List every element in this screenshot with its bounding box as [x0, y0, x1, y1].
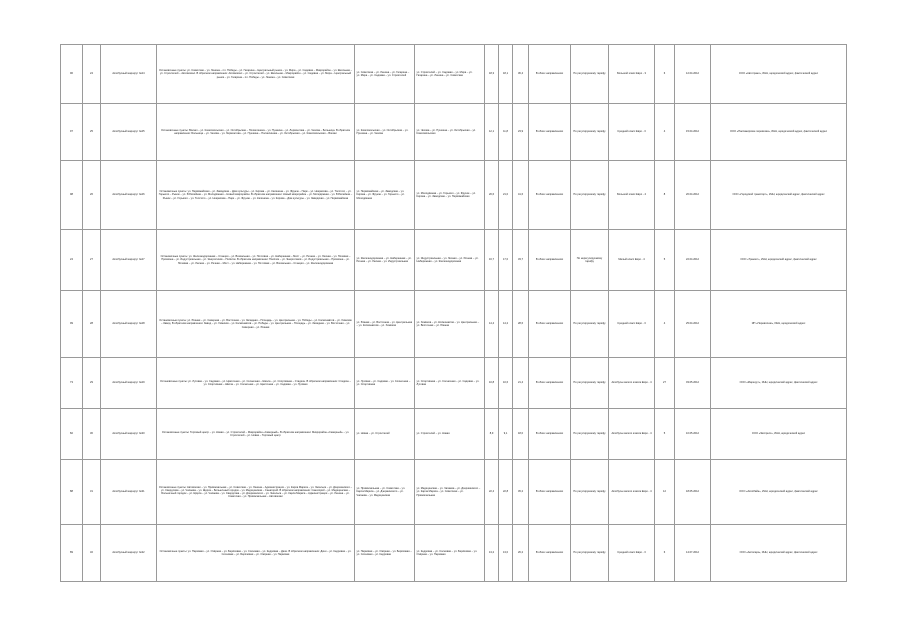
route-number-cell: 82 [61, 409, 83, 460]
registry-sheet [60, 44, 846, 582]
stops-cell: Остановочные пункты: Автовокзал – ул. Привокзальная – ул. Советская – ул. Ленина – Администрация – ул. Карла Маркса – ул. Энгельса – ул. Дзержинского – ул. Свердлова – ул. Чапаева – ул. Щорса – Больничный городок – ул. Медицинская – Санаторий. В обратном направлении: Санаторий – ул. Медицинская – Больничный городок – ул. Щорса – ул. Чапаева – ул. Свердлова – ул. Дзержинского – ул. Энгельса – ул. Карла Маркса – Администрация – ул. Ленина – ул. Советская – ул. Привокзальная – Автовокзал [157, 460, 355, 525]
vehicle-count-cell: 5 [655, 230, 675, 291]
start-date-cell: 22.04.2012 [675, 230, 711, 291]
carrier-cell: ООО «Экспресс», ИНН, юридический адрес [711, 409, 847, 460]
tariff-cell: По регулируемому тарифу [571, 161, 609, 230]
length-back-cell: 11,8 [499, 104, 513, 161]
carrier-cell: ООО «Автотранс», ИНН, юридический адрес, фактический адрес [711, 45, 847, 104]
vehicle-count-cell: 5 [655, 409, 675, 460]
length-back-cell: 14,2 [499, 291, 513, 358]
streets-forward-cell: ул. Первомайская – ул. Заводская – ул. Кирова – ул. Фрунзе – ул. Горького – ул. Молодёжная [355, 161, 415, 230]
route-code-cell: 28 [83, 291, 101, 358]
route-number-cell: 73 [61, 358, 83, 409]
carrier-cell: ООО «Транзит», ИНН, юридический адрес, фактический адрес [711, 230, 847, 291]
route-name-cell: Автобусный маршрут №27 [101, 230, 157, 291]
length-back-cell: 22,8 [499, 460, 513, 525]
start-date-cell: 12.04.2012 [675, 45, 711, 104]
length-total-cell: 45,2 [513, 460, 529, 525]
streets-forward-cell: ул. Южная – ул. Восточная – ул. Центральная – ул. Космонавтов – ул. Химиков [355, 291, 415, 358]
start-date-cell: 15.04.2012 [675, 104, 711, 161]
length-total-cell: 28,6 [513, 291, 529, 358]
length-forward-cell: 20,6 [485, 161, 499, 230]
vehicle-count-cell: 27 [655, 358, 675, 409]
streets-back-cell: ул. Медицинская – ул. Чапаева – ул. Дзержинского – ул. Карла Маркса – ул. Советская – ул. Привокзальная [415, 460, 485, 525]
carrier-cell: ООО «Автопарк», ИНН, юридический адрес, фактический адрес [711, 525, 847, 582]
stops-cell: Остановочные пункты: ул. Южная – ул. Северная – ул. Восточная – ул. Западная – Площадь – ул. Центральная – ул. Победы – ул. Космонавтов – ул. Химиков – Завод. В обратном направлении: Завод – ул. Химиков – ул. Космонавтов – ул. Победы – ул. Центральная – Площадь – ул. Западная – ул. Восточная – ул. Северная – ул. Южная [157, 291, 355, 358]
length-total-cell: 36,4 [513, 45, 529, 104]
route-number-cell: 99 [61, 291, 83, 358]
vehicle-class-cell: Средний класс Евро - 3 [609, 525, 655, 582]
vehicle-count-cell: 6 [655, 45, 675, 104]
length-forward-cell: 22,4 [485, 460, 499, 525]
carrier-cell: ООО «Маршрут», ИНН, юридический адрес, фактический адрес [711, 358, 847, 409]
streets-back-cell: ул. Кедровая – ул. Сосновая – ул. Берёзовая – ул. Озёрная – ул. Парковая [415, 525, 485, 582]
vehicle-class-cell: Автобусы малого класса Евро - 4 [609, 409, 655, 460]
length-forward-cell: 13,2 [485, 525, 499, 582]
length-forward-cell: 12,1 [485, 104, 499, 161]
routes-table [60, 44, 847, 582]
vehicle-class-cell: Автобусы малого класса Евро - 4 [609, 460, 655, 525]
vehicle-count-cell: 4 [655, 291, 675, 358]
table-row [61, 161, 847, 230]
carrier-cell: ООО «Пассажирские перевозки», ИНН, юридический адрес, фактический адрес [711, 104, 847, 161]
length-forward-cell: 18,3 [485, 45, 499, 104]
boarding-order-cell: В обоих направлениях [529, 409, 571, 460]
start-date-cell: 14.07.2012 [675, 525, 711, 582]
route-name-cell: Автобусный маршрут №30 [101, 409, 157, 460]
start-date-cell: 20.04.2012 [675, 161, 711, 230]
streets-forward-cell: ул. Луговая – ул. Садовая – ул. Солнечная – ул. Спортивная [355, 358, 415, 409]
table-row [61, 460, 847, 525]
stops-cell: Остановочные пункты: Вокзал – ул. Комсомольская – ул. Октябрьская – Поликлиника – ул. Пушкина – ул. Лермонтова – ул. Чехова – Больница. В обратном направлении: Больница – ул. Чехова – ул. Лермонтова – ул. Пушкина – Поликлиника – ул. Октябрьская – ул. Комсомольская – Вокзал [157, 104, 355, 161]
length-back-cell: 9,1 [499, 409, 513, 460]
length-total-cell: 26,2 [513, 525, 529, 582]
vehicle-class-cell: Автобусы малого класса Евро - 4 [609, 358, 655, 409]
streets-back-cell: ул. Химиков – ул. Космонавтов – ул. Центральная – ул. Восточная – ул. Южная [415, 291, 485, 358]
vehicle-class-cell: Малый класс Евро - 4 [609, 230, 655, 291]
route-number-cell: 97 [61, 104, 83, 161]
boarding-order-cell: В обоих направлениях [529, 291, 571, 358]
streets-forward-cell: ул. Железнодорожная – ул. Набережная – ул. Речная – ул. Лесная – ул. Индустриальная [355, 230, 415, 291]
route-name-cell: Автобусный маршрут №28 [101, 291, 157, 358]
stops-cell: Остановочные пункты: ул. Парковая – ул. Озёрная – ул. Берёзовая – ул. Сосновая – ул. Кедровая – Дачи. В обратном направлении: Дачи – ул. Кедровая – ул. Сосновая – ул. Берёзовая – ул. Озёрная – ул. Парковая [157, 525, 355, 582]
length-total-cell: 33,7 [513, 230, 529, 291]
vehicle-class-cell: Средний класс Евро - 3 [609, 104, 655, 161]
route-code-cell: 30 [83, 409, 101, 460]
tariff-cell: По регулируемому тарифу [571, 104, 609, 161]
tariff-cell: По нерегулируемому тарифу [571, 230, 609, 291]
start-date-cell: 25.04.2012 [675, 291, 711, 358]
vehicle-count-cell: 12 [655, 460, 675, 525]
route-number-cell: 98 [61, 161, 83, 230]
table-row [61, 45, 847, 104]
vehicle-class-cell: Большой класс Евро - 4 [609, 161, 655, 230]
route-name-cell: Автобусный маршрут №26 [101, 161, 157, 230]
table-row [61, 409, 847, 460]
table-row [61, 525, 847, 582]
vehicle-class-cell: Большой класс Евро - 3 [609, 45, 655, 104]
length-total-cell: 41,6 [513, 161, 529, 230]
length-forward-cell: 10,8 [485, 358, 499, 409]
vehicle-class-cell: Средний класс Евро - 3 [609, 291, 655, 358]
length-forward-cell: 14,4 [485, 291, 499, 358]
boarding-order-cell: В обоих направлениях [529, 104, 571, 161]
streets-forward-cell: ул. Советская – ул. Ленина – ул. Гагарина – ул. Мира – ул. Садовая – ул. Строителей [355, 45, 415, 104]
routes-table-body [61, 45, 847, 582]
streets-forward-cell: ул. Новая – ул. Строителей [355, 409, 415, 460]
route-name-cell: Автобусный маршрут №24 [101, 45, 157, 104]
streets-forward-cell: ул. Привокзальная – ул. Советская – ул. Карла Маркса – ул. Дзержинского – ул. Чапаева – ул. Медицинская [355, 460, 415, 525]
length-forward-cell: 8,9 [485, 409, 499, 460]
route-name-cell: Автобусный маршрут №31 [101, 460, 157, 525]
table-row [61, 230, 847, 291]
table-row [61, 358, 847, 409]
streets-forward-cell: ул. Комсомольская – ул. Октябрьская – ул. Пушкина – ул. Чехова [355, 104, 415, 161]
stops-cell: Остановочные пункты: Торговый центр – ул. Новая – ул. Строителей – Микрорайон «Северный». В обратном направлении: Микрорайон «Северный» – ул. Строителей – ул. Новая – Торговый центр [157, 409, 355, 460]
streets-forward-cell: ул. Парковая – ул. Озёрная – ул. Берёзовая – ул. Сосновая – ул. Кедровая [355, 525, 415, 582]
length-back-cell: 13,0 [499, 525, 513, 582]
boarding-order-cell: В обоих направлениях [529, 460, 571, 525]
route-name-cell: Автобусный маршрут №25 [101, 104, 157, 161]
vehicle-count-cell: 6 [655, 525, 675, 582]
tariff-cell: По регулируемому тарифу [571, 525, 609, 582]
route-number-cell: 89 [61, 525, 83, 582]
route-number-cell: 96 [61, 45, 83, 104]
route-name-cell: Автобусный маршрут №32 [101, 525, 157, 582]
tariff-cell: По регулируемому тарифу [571, 409, 609, 460]
length-back-cell: 21,0 [499, 161, 513, 230]
streets-back-cell: ул. Спортивная – ул. Солнечная – ул. Садовая – ул. Луговая [415, 358, 485, 409]
stops-cell: Остановочные пункты: ул. Первомайская – ул. Заводская – Дом культуры – ул. Кирова – ул. Калинина – ул. Фрунзе – Парк – ул. Некрасова – ул. Толстого – ул. Горького – Рынок – ул. Юбилейная – ул. Молодёжная – Новый микрорайон. В обратном направлении: Новый микрорайон – ул. Молодёжная – ул. Юбилейная – Рынок – ул. Горького – ул. Толстого – ул. Некрасова – Парк – ул. Фрунзе – ул. Калинина – ул. Кирова – Дом культуры – ул. Заводская – ул. Первомайская [157, 161, 355, 230]
streets-back-cell: ул. Строителей – ул. Новая [415, 409, 485, 460]
stops-cell: Остановочные пункты: ул. Советская – ул. Ленина – пл. Победы – ул. Гагарина – Центральный рынок – ул. Мира – ул. Садовая – Микрорайон – ул. Школьная – ул. Строителей – Автовокзал. В обратном направлении: Автовокзал – ул. Строителей – ул. Школьная – Микрорайон – ул. Садовая – ул. Мира – Центральный рынок – ул. Гагарина – пл. Победы – ул. Ленина – ул. Советская [157, 45, 355, 104]
route-number-cell: 24 [61, 230, 83, 291]
length-total-cell: 18,0 [513, 409, 529, 460]
vehicle-count-cell: 4 [655, 104, 675, 161]
tariff-cell: По регулируемому тарифу [571, 45, 609, 104]
boarding-order-cell: В обоих направлениях [529, 45, 571, 104]
boarding-order-cell: В обоих направлениях [529, 161, 571, 230]
length-back-cell: 18,1 [499, 45, 513, 104]
boarding-order-cell: В обоих направлениях [529, 230, 571, 291]
route-code-cell: 32 [83, 525, 101, 582]
streets-back-cell: ул. Строителей – ул. Садовая – ул. Мира – ул. Гагарина – ул. Ленина – ул. Советская [415, 45, 485, 104]
table-row [61, 291, 847, 358]
route-name-cell: Автобусный маршрут №29 [101, 358, 157, 409]
length-total-cell: 21,4 [513, 358, 529, 409]
length-back-cell: 17,0 [499, 230, 513, 291]
route-code-cell: 25 [83, 104, 101, 161]
streets-back-cell: ул. Молодёжная – ул. Горького – ул. Фрунзе – ул. Кирова – ул. Заводская – ул. Первомайская [415, 161, 485, 230]
tariff-cell: По регулируемому тарифу [571, 358, 609, 409]
route-code-cell: 31 [83, 460, 101, 525]
length-total-cell: 23,9 [513, 104, 529, 161]
carrier-cell: ООО «АвтоЛайн», ИНН, юридический адрес, фактический адрес [711, 460, 847, 525]
stops-cell: Остановочные пункты: ул. Железнодорожная – Станция – ул. Вокзальная – ул. Почтовая – ул. Набережная – Мост – ул. Речная – ул. Лесная – ул. Полевая – Промзона – ул. Индустриальная – ул. Энергетиков – Посёлок. В обратном направлении: Посёлок – ул. Энергетиков – ул. Индустриальная – Промзона – ул. Полевая – ул. Лесная – ул. Речная – Мост – ул. Набережная – ул. Почтовая – ул. Вокзальная – Станция – ул. Железнодорожная [157, 230, 355, 291]
length-forward-cell: 16,7 [485, 230, 499, 291]
boarding-order-cell: В обоих направлениях [529, 525, 571, 582]
carrier-cell: ООО «Городской транспорт», ИНН, юридический адрес, фактический адрес [711, 161, 847, 230]
stops-cell: Остановочные пункты: ул. Луговая – ул. Садовая – ул. Цветочная – ул. Солнечная – Школа – ул. Спортивная – Стадион. В обратном направлении: Стадион – ул. Спортивная – Школа – ул. Солнечная – ул. Цветочная – ул. Садовая – ул. Луговая [157, 358, 355, 409]
streets-back-cell: ул. Чехова – ул. Пушкина – ул. Октябрьская – ул. Комсомольская [415, 104, 485, 161]
tariff-cell: По регулируемому тарифу [571, 460, 609, 525]
route-code-cell: 27 [83, 230, 101, 291]
route-number-cell: 88 [61, 460, 83, 525]
carrier-cell: ИП «Перевозчик», ИНН, юридический адрес [711, 291, 847, 358]
vehicle-count-cell: 8 [655, 161, 675, 230]
boarding-order-cell: В обоих направлениях [529, 358, 571, 409]
tariff-cell: По регулируемому тарифу [571, 291, 609, 358]
start-date-cell: 18.05.2012 [675, 460, 711, 525]
route-code-cell: 29 [83, 358, 101, 409]
streets-back-cell: ул. Индустриальная – ул. Лесная – ул. Речная – ул. Набережная – ул. Железнодорожная [415, 230, 485, 291]
route-code-cell: 26 [83, 161, 101, 230]
length-back-cell: 10,6 [499, 358, 513, 409]
start-date-cell: 03.05.2012 [675, 358, 711, 409]
route-code-cell: 24 [83, 45, 101, 104]
table-row [61, 104, 847, 161]
start-date-cell: 10.05.2012 [675, 409, 711, 460]
